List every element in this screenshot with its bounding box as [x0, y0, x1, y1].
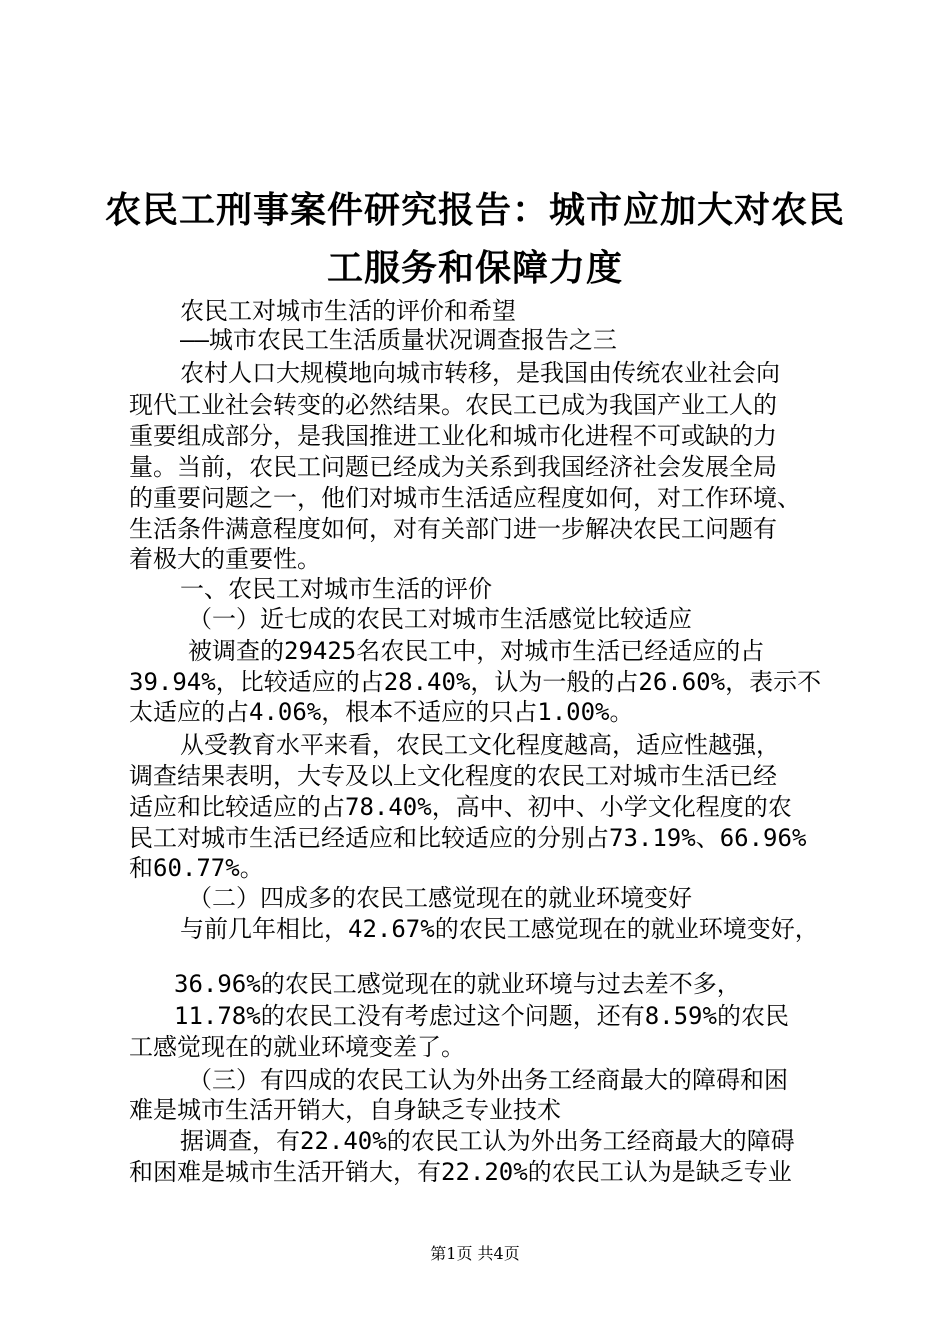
paragraph-line: 被调查的29425名农民工中，对城市生活已经适应的占 — [188, 637, 765, 665]
paragraph-line: 太适应的占4.06%，根本不适应的只占1.00%。 — [129, 698, 634, 726]
paragraph-line: 生活条件满意程度如何，对有关部门进一步解决农民工问题有 — [129, 515, 777, 543]
subsection-heading: （一）近七成的农民工对城市生活感觉比较适应 — [188, 605, 692, 633]
subtitle-series: ——城市农民工生活质量状况调查报告之三 — [180, 326, 617, 354]
paragraph-line: 调查结果表明，大专及以上文化程度的农民工对城市生活已经 — [129, 762, 777, 790]
paragraph-line: 据调查，有22.40%的农民工认为外出务工经商最大的障碍 — [180, 1127, 795, 1155]
document-title-line-1: 农民工刑事案件研究报告：城市应加大对农民 — [104, 189, 845, 231]
paragraph-line: 民工对城市生活已经适应和比较适应的分别占73.19%、66.96% — [129, 824, 807, 852]
subsection-heading: （二）四成多的农民工感觉现在的就业环境变好 — [188, 884, 692, 912]
paragraph-line: 的重要问题之一，他们对城市生活适应程度如何，对工作环境、 — [129, 484, 801, 512]
page-number: 第1页 共4页 — [430, 1244, 520, 1263]
paragraph-line: 和60.77%。 — [129, 854, 264, 882]
paragraph-line: 工感觉现在的就业环境变差了。 — [129, 1033, 465, 1061]
paragraph-line: 39.94%，比较适应的占28.40%，认为一般的占26.60%，表示不 — [129, 668, 822, 696]
document-title-line-2: 工服务和保障力度 — [326, 247, 623, 289]
paragraph-line: 农村人口大规模地向城市转移，是我国由传统农业社会向 — [180, 359, 780, 387]
subsection-heading: （三）有四成的农民工认为外出务工经商最大的障碍和困 — [188, 1066, 788, 1094]
paragraph-line: 36.96%的农民工感觉现在的就业环境与过去差不多， — [174, 970, 741, 998]
subtitle: 农民工对城市生活的评价和希望 — [180, 297, 516, 325]
paragraph-line: 11.78%的农民工没有考虑过这个问题，还有8.59%的农民 — [174, 1002, 789, 1030]
subsection-heading-cont: 难是城市生活开销大，自身缺乏专业技术 — [129, 1096, 561, 1124]
section-heading: 一、农民工对城市生活的评价 — [180, 575, 492, 603]
paragraph-line: 着极大的重要性。 — [129, 545, 321, 573]
paragraph-line: 量。当前，农民工问题已经成为关系到我国经济社会发展全局 — [129, 453, 777, 481]
paragraph-line: 从受教育水平来看，农民工文化程度越高，适应性越强， — [180, 731, 780, 759]
paragraph-line: 现代工业社会转变的必然结果。农民工已成为我国产业工人的 — [129, 391, 777, 419]
paragraph-line: 与前几年相比，42.67%的农民工感觉现在的就业环境变好， — [180, 915, 819, 943]
paragraph-line: 重要组成部分，是我国推进工业化和城市化进程不可或缺的力 — [129, 422, 777, 450]
paragraph-line: 适应和比较适应的占78.40%，高中、初中、小学文化程度的农 — [129, 793, 792, 821]
paragraph-line: 和困难是城市生活开销大，有22.20%的农民工认为是缺乏专业 — [129, 1158, 792, 1186]
